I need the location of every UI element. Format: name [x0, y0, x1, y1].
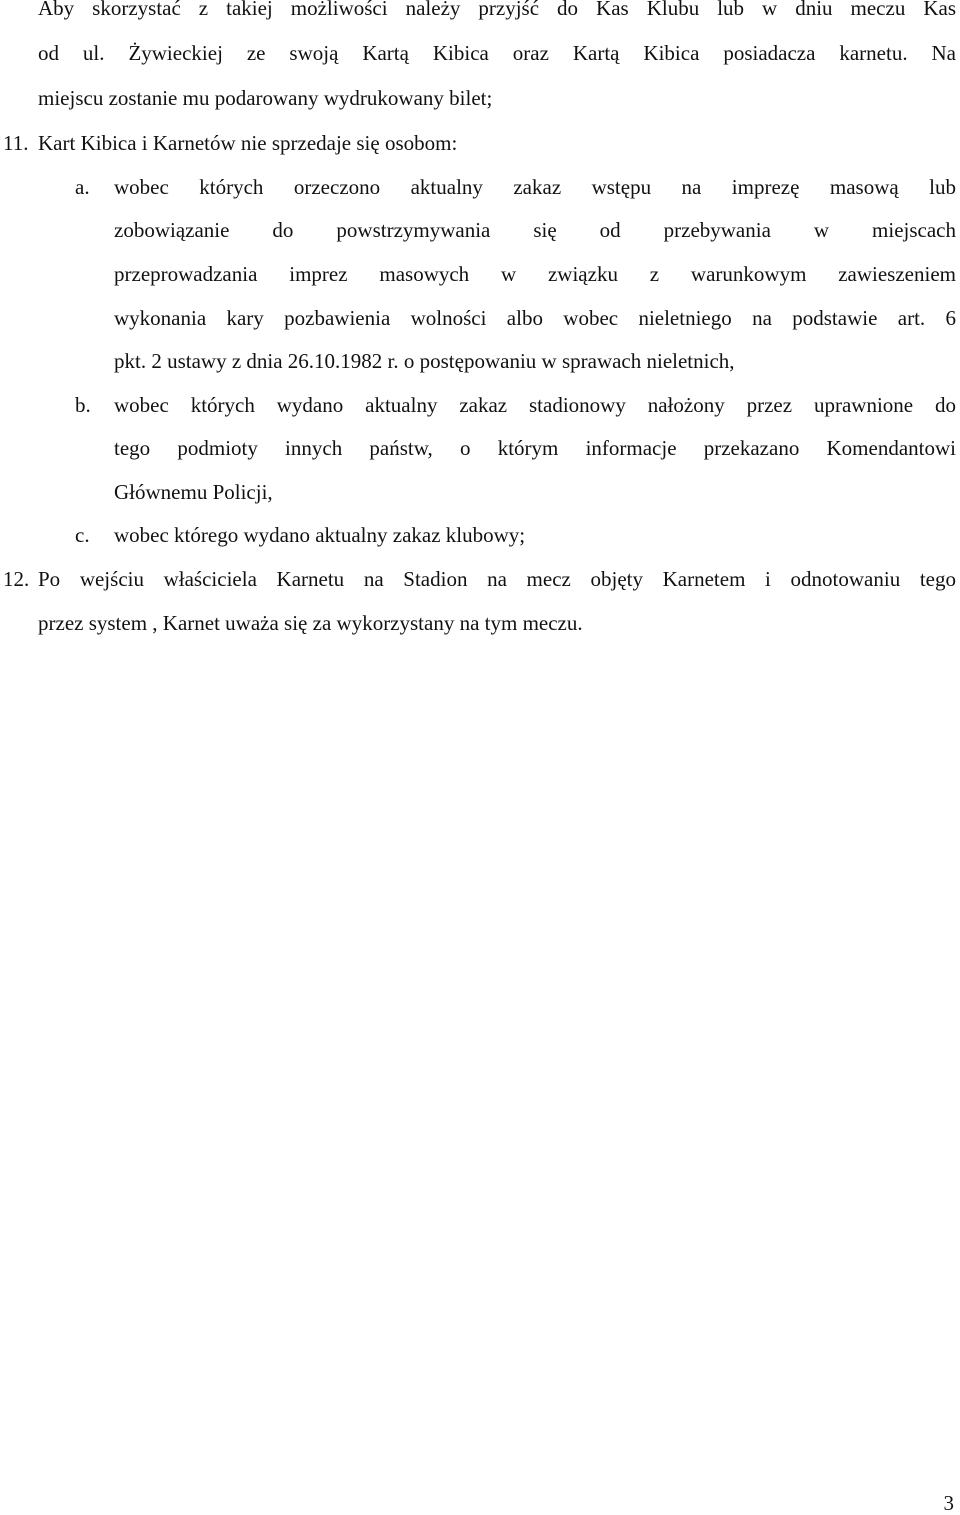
item-11a-line-1: wobec których orzeczono aktualny zakaz wstępu na imprezę masową lub — [114, 175, 956, 199]
item-11a-line-5: pkt. 2 ustawy z dnia 26.10.1982 r. o postępowaniu w sprawach nieletnich, — [114, 349, 735, 373]
item-11b-line-3: Głównemu Policji, — [114, 480, 273, 504]
intro-line-1: Aby skorzystać z takiej możliwości należy przyjść do Kas Klubu lub w dniu meczu Kas — [38, 0, 956, 20]
item-12-line-1: Po wejściu właściciela Karnetu na Stadion na mecz objęty Karnetem i odnotowaniu tego — [38, 567, 956, 591]
page-number: 3 — [943, 1491, 954, 1515]
item-11-number: 11. — [3, 131, 29, 155]
item-11a-letter: a. — [75, 175, 90, 199]
item-11b-line-2: tego podmioty innych państw, o którym informacje przekazano Komendantowi — [114, 436, 956, 460]
item-12-number: 12. — [3, 567, 30, 591]
intro-line-2: od ul. Żywieckiej ze swoją Kartą Kibica oraz Kartą Kibica posiadacza karnetu. Na — [38, 41, 956, 65]
item-11b-letter: b. — [75, 393, 91, 417]
item-11a-line-3: przeprowadzania imprez masowych w związku z warunkowym zawieszeniem — [114, 262, 956, 286]
item-11c-letter: c. — [75, 523, 90, 547]
item-12-line-2: przez system , Karnet uważa się za wykorzystany na tym meczu. — [38, 611, 583, 635]
item-11a-line-4: wykonania kary pozbawienia wolności albo wobec nieletniego na podstawie art. 6 — [114, 306, 956, 330]
item-11a-line-2: zobowiązanie do powstrzymywania się od przebywania w miejscach — [114, 218, 956, 242]
item-11b-line-1: wobec których wydano aktualny zakaz stadionowy nałożony przez uprawnione do — [114, 393, 956, 417]
item-11-text: Kart Kibica i Karnetów nie sprzedaje się osobom: — [38, 131, 458, 155]
intro-line-3: miejscu zostanie mu podarowany wydrukowany bilet; — [38, 86, 493, 110]
item-11c-line-1: wobec którego wydano aktualny zakaz klubowy; — [114, 523, 526, 547]
